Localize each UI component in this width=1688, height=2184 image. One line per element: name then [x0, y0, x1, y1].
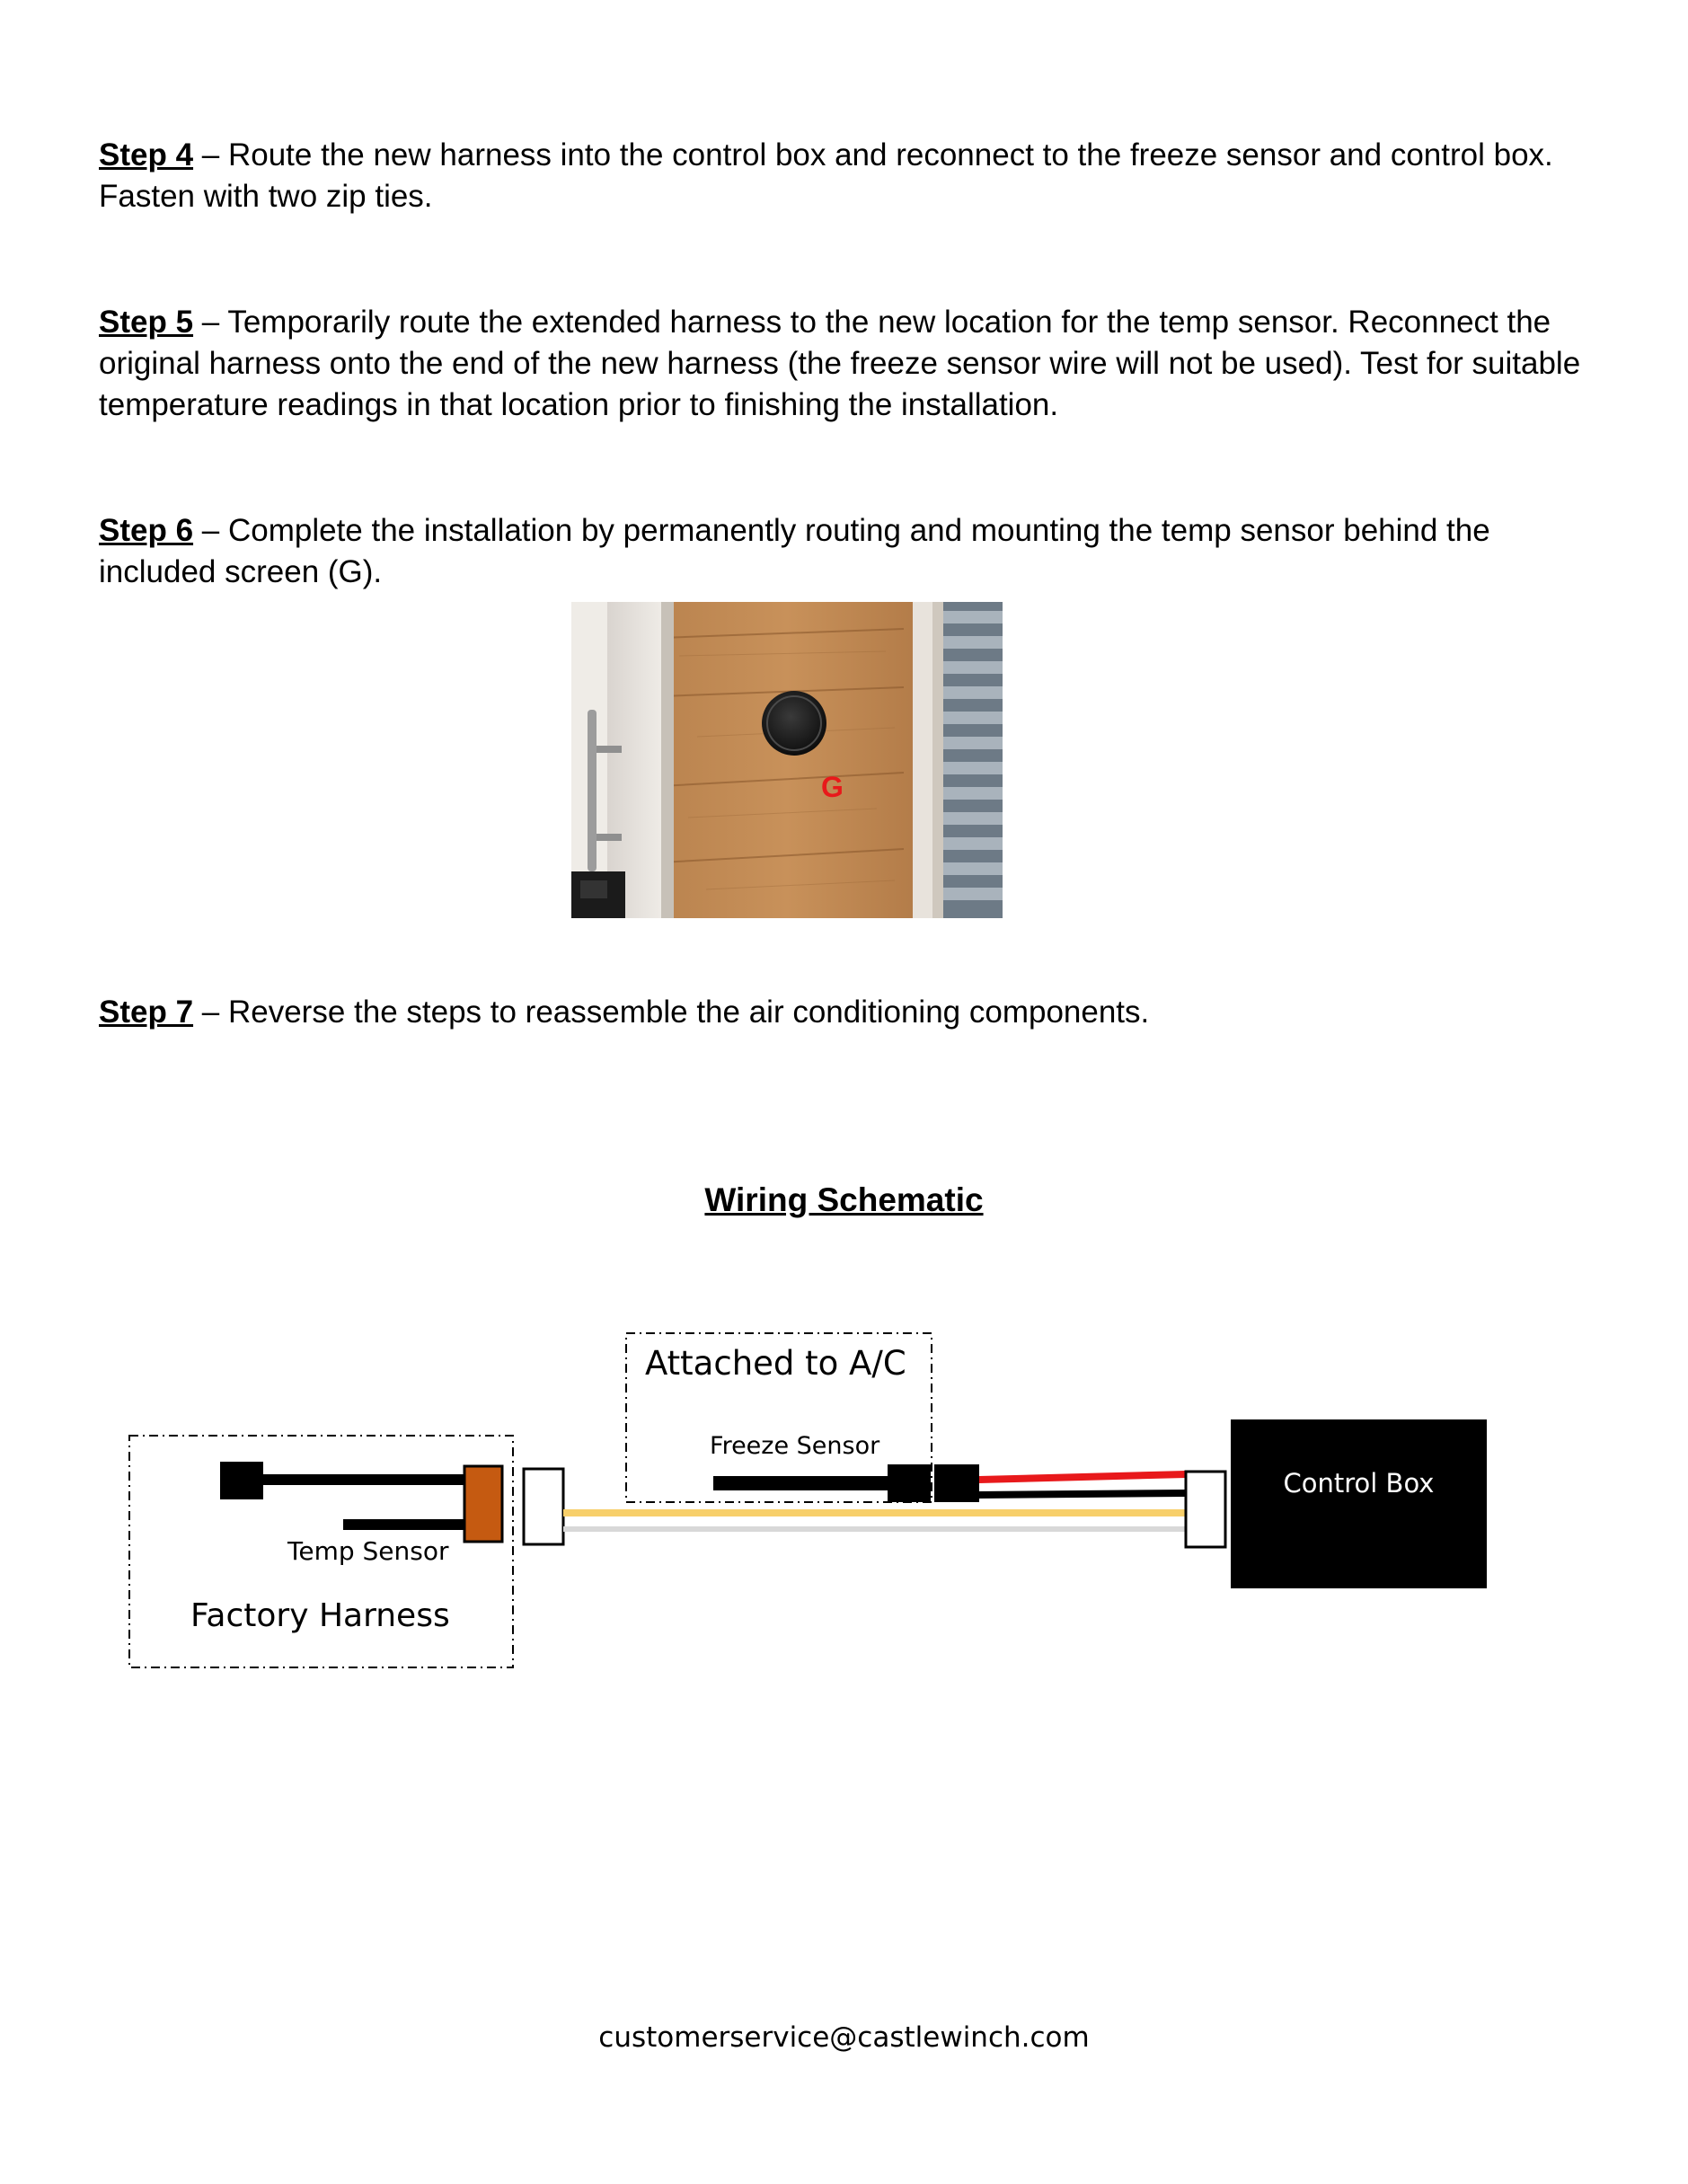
yellow-extension-wire	[563, 1509, 1186, 1516]
freeze-sensor-connector-b	[934, 1464, 979, 1502]
footer-email: customerservice@castlewinch.com	[598, 2021, 1090, 2054]
freeze-sensor-label: Freeze Sensor	[710, 1432, 880, 1460]
wiring-schematic	[0, 1294, 1688, 1689]
step-5-text: – Temporarily route the extended harness to the new location for the temp sensor. Reconnect the original harness onto the end of the new harness (the freeze sensor wire will not be used). Test for suitable temperature readings in that location prior to finishing the installation.	[99, 305, 1581, 422]
step-5-paragraph	[99, 302, 1608, 426]
harness-orange-connector	[464, 1466, 502, 1542]
black-wire	[979, 1490, 1186, 1499]
step-4-paragraph	[99, 135, 1608, 217]
screen-marker-g: G	[821, 771, 844, 803]
sensor-screen-photo	[571, 602, 1003, 918]
factory-harness-label: Factory Harness	[190, 1597, 450, 1634]
step-7-text: – Reverse the steps to reassemble the air conditioning components.	[193, 995, 1150, 1030]
step-5-label: Step 5	[99, 305, 194, 340]
harness-main-wire	[263, 1474, 464, 1485]
step-7-paragraph	[99, 992, 1608, 1033]
white-extension-wire	[563, 1526, 1186, 1532]
right-extension-connector	[1186, 1472, 1225, 1547]
step-6-label: Step 6	[99, 513, 194, 548]
step-6-paragraph	[99, 510, 1608, 593]
control-box	[1231, 1419, 1487, 1588]
step-4-text: – Route the new harness into the control box and reconnect to the freeze sensor and control box. Fasten with two zip ties.	[99, 137, 1553, 214]
temp-sensor-label: Temp Sensor	[287, 1536, 449, 1566]
harness-end-connector	[220, 1462, 263, 1499]
attached-to-ac-label: Attached to A/C	[645, 1344, 906, 1383]
freeze-sensor-wire	[713, 1476, 889, 1490]
control-box-label: Control Box	[1283, 1468, 1435, 1499]
step-4-label: Step 4	[99, 137, 194, 172]
red-wire	[979, 1471, 1186, 1483]
freeze-sensor-connector-a	[888, 1464, 931, 1502]
schematic-title: Wiring Schematic	[704, 1181, 984, 1218]
step-6-text: – Complete the installation by permanently routing and mounting the temp sensor behind the included screen (G).	[99, 513, 1490, 589]
temp-sensor-wire	[343, 1519, 464, 1530]
step-7-label: Step 7	[99, 995, 194, 1030]
left-extension-connector	[524, 1469, 563, 1544]
